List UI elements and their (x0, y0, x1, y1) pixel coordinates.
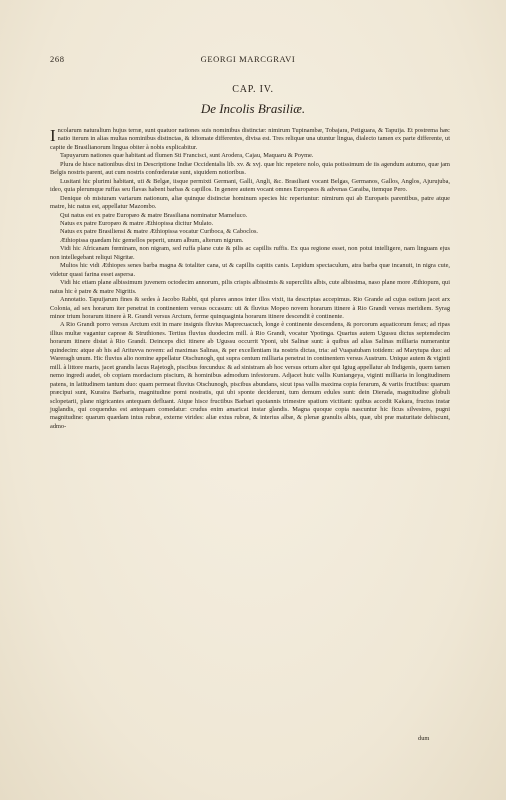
paragraph: Natus ex patre Brasiliensi & matre Æthiopissa vocatur Curiboca, & Caboclos. (60, 228, 259, 236)
paragraph: Vidi hic etiam plane albissimum juvenem octodecim annorum, pilis crispis albissimis & superciliis albis, cute albissima, naso plane more Æthiopum, qui natus hic è patre & matre Nigritis. (50, 279, 450, 295)
paragraph: Æthiopissa quædam hic gemellos peperit, unum album, alterum nigrum. (60, 236, 244, 244)
drop-cap: I (50, 126, 56, 145)
paragraph: Qui natus est ex patre Europæo & matre Brasiliana nominatur Mameluco. (60, 211, 248, 219)
paragraph: Multos hic vidi Æthiopes senes barba magna & totaliter cana, ut & capillis capitis canis. Lepidum spectaculum, atra barba quæ incanuit, in nigra cute, videtur quasi farina esset aspersa. (50, 262, 450, 278)
paragraph: Incolarum naturalium hujus terræ, sunt quatuor nationes suis nominibus distinctæ: nimirum Tupinambæ, Tobajara, Petiguara, & Tapuija. Et postrema hæc natio iterum in alias multas nominibus distinctas, & idiomate differentes, divisa est. Tres reliquæ una utuntur lingua, dialecto tamen ex parte differente, ut capite de Brasilianorum lingua obiter à nobis explicabitur. (50, 126, 450, 151)
paragraph: Vidi hic Africanam fœminam, non nigram, sed ruffa plane cute & pilis ac capillis ruffis. Ex qua regione esset, non potui intelligere, nam linguam ejus non intellegebant reliqui Nigritæ. (50, 245, 450, 261)
chapter-title: De Incolis Brasiliæ. (200, 101, 306, 116)
paragraph: Annotatio. Tapuijarum fines & sedes à Jacobo Rabbi, qui plures annos inter illos vixit, ita descriptas accepimus. Rio Grande ad cujus ostium jacet arx Colonia, ad sex horarum iter penetrat in continentem versus occasum: uti & fluvius Mopeo novem horarum itinere à Rio Grandi versus meridiem. Syrag minor trium horarum itinere à R. Grandi versus Arctum, ferme quinquaginta horarum itinere descendit è continente. (50, 296, 450, 320)
page-number: 268 (50, 54, 65, 64)
paragraph: Tapuyarum nationes quæ habitant ad flumen Sti Francisci, sunt Arodera, Cajau, Maquaru & Poyme. (60, 152, 314, 160)
paragraph: Plura de hisce nationibus dixi in Descriptione Indiæ Occidentalis lib. xv. & xvj. quæ hic repetere nolo, quia potissimum de iis agendum autumo, quæ jam Belgis nostris parent, aut cum nostris confœderatæ sunt, siquidem notioribus. (50, 160, 450, 177)
paragraph: Natus ex patre Europæo & matre Æthiopissa dicitur Mulato. (60, 219, 214, 227)
catchword: dum (418, 735, 430, 742)
paragraph: Lusitani hic plurimi habitant, uti & Belgæ, iisque permixti Germani, Galli, Angli, &c. Brasiliani vocant Belgas, Germanos, Gallos, Anglos, Ajurujuba, ideo, quia plerumque ruffas seu flavas habent barbas & capillos. In genere autem vocant omnes Europæos & advenas Caraiba, itemque Pero. (50, 177, 450, 194)
paragraph: A Rio Grandi porro versus Arctum exit in mare insignis fluvius Maprecuacuch, longe è continente descendens, & porcorum aquaticorum ferax; ad ripas illius multæ vagantur capreæ & Struthiones. Tertius fluvius duodecim mill. à Rio Grandi, vocatur Ypotinga. Quartus autem Ugussu dictus septemdecim horarum itinere distat à Rio Grandi. Deinceps dici itinere ab Ugussu occurrit Yponi, ubi Salinæ sunt: à quibus ad alias Salinas milliaria numerantur quindecim: atque ab his ad Arituvva novem: ad maximas Salinas, & per excellentiam ita nostris dictas, tria: ad Vuapatubam totidem: ad Marytupa duo: ad Wareragh unum. Hic fluvius alio nomine appellatur Otschunogh, qui supra centum milliaria penetrat in continentem versus Austrum. Unique autem & viginti mill. à littore maris, jacet grandis lacus Rajetogh, piscibus fœcundus: & ad sinistram ab hoc versus ortum alter qui Igtug appellatur ab Indigenis, quem tamen nemo ingredi audet, ob copiam mordacium piscium, & hominibus admodum infestorum. Adjacet huic vallis Kuniangeya, viginti milliaria in longitudinem patens, in latitudinem tantum duo: quam permeat fluvius Otschunogh, piscibus abundans, sicut ipsa vallis maxima copia ferarum, & variis fructibus: quarum præcipui sunt, Kuraira Barbaris, magnitudine pomi nostratis, qui ubi sponte deciderunt, tum demum edules sunt: dein Dierada, magnitudine globuli sclopetarii, plane nigricantes antequam defluant. Atque hisce fructibus Barbari quotannis trimestre spatium victitant: quibus accedit Kakara, fructus instar juglandis, qui coquendus est antequam comedatur: crudus enim amaricat instar glandis. Magna quoque copia nascuntur hic ficus silvestres, pugni magnitudine: quarum quædam intus rubræ, externe virides: aliæ extus rubræ, & interius albæ, & plenæ granulis albis, quæ, ubi præ maturitate dehiscunt, admo- (50, 321, 450, 430)
running-head: GEORGI MARCGRAVI (200, 54, 296, 64)
paragraph: Denique ob misturam variarum nationum, aliæ quinque distinctæ hominum species hic reperiuntur: nimirum qui ab Europæis parentibus, patre atque matre, hic natus est, appellatur Mazombo. (50, 194, 450, 211)
body-text (50, 127, 450, 431)
page-header (50, 54, 446, 68)
chapter-heading: CAP. IV. (232, 84, 274, 95)
